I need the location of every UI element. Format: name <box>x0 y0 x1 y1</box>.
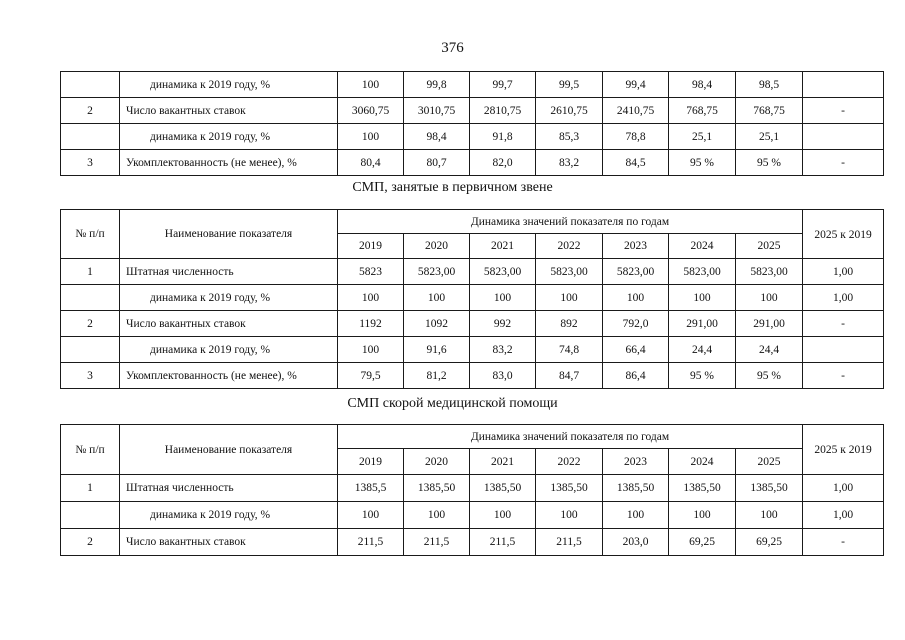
section-title-primary: СМП, занятые в первичном звене <box>352 180 553 195</box>
header-name: Наименование показателя <box>120 210 338 259</box>
value-cell: 892 <box>536 311 603 337</box>
value-cell: 95 % <box>736 150 803 176</box>
value-cell: 100 <box>603 285 669 311</box>
value-cell: 2810,75 <box>470 98 536 124</box>
row-number <box>61 124 120 150</box>
value-cell: 25,1 <box>669 124 736 150</box>
row-number: 1 <box>61 259 120 285</box>
value-cell: 1385,50 <box>603 475 669 502</box>
header-year: 2021 <box>470 234 536 259</box>
value-cell: 66,4 <box>603 337 669 363</box>
value-cell: 25,1 <box>736 124 803 150</box>
value-cell: 100 <box>470 502 536 529</box>
header-dynamics: Динамика значений показателя по годам <box>338 210 803 234</box>
page-number: 376 <box>441 40 464 56</box>
value-cell: 82,0 <box>470 150 536 176</box>
value-cell: 768,75 <box>669 98 736 124</box>
table-primary-care <box>60 209 884 389</box>
value-cell: 98,4 <box>669 72 736 98</box>
ratio-cell <box>803 337 884 363</box>
value-cell: 100 <box>338 285 404 311</box>
ratio-cell: 1,00 <box>803 502 884 529</box>
value-cell: 1385,50 <box>669 475 736 502</box>
value-cell: 78,8 <box>603 124 669 150</box>
value-cell: 1385,50 <box>470 475 536 502</box>
value-cell: 5823,00 <box>603 259 669 285</box>
value-cell: 5823,00 <box>470 259 536 285</box>
value-cell: 2610,75 <box>536 98 603 124</box>
value-cell: 5823,00 <box>669 259 736 285</box>
indicator-name: динамика к 2019 году, % <box>120 502 338 529</box>
indicator-name: Укомплектованность (не менее), % <box>120 363 338 389</box>
value-cell: 91,8 <box>470 124 536 150</box>
table-row <box>61 72 884 98</box>
header-year: 2025 <box>736 449 803 475</box>
value-cell: 100 <box>536 285 603 311</box>
header-year: 2024 <box>669 449 736 475</box>
value-cell: 100 <box>536 502 603 529</box>
value-cell: 95 % <box>736 363 803 389</box>
table-row <box>61 124 884 150</box>
value-cell: 24,4 <box>669 337 736 363</box>
table-row <box>61 529 884 556</box>
table-row <box>61 98 884 124</box>
table-row <box>61 475 884 502</box>
ratio-cell: 1,00 <box>803 259 884 285</box>
value-cell: 211,5 <box>536 529 603 556</box>
value-cell: 1385,50 <box>536 475 603 502</box>
value-cell: 768,75 <box>736 98 803 124</box>
value-cell: 85,3 <box>536 124 603 150</box>
indicator-name: Число вакантных ставок <box>120 98 338 124</box>
value-cell: 203,0 <box>603 529 669 556</box>
value-cell: 99,5 <box>536 72 603 98</box>
header-year: 2022 <box>536 234 603 259</box>
header-year: 2025 <box>736 234 803 259</box>
header-year: 2023 <box>603 234 669 259</box>
value-cell: 100 <box>404 285 470 311</box>
table-row <box>61 285 884 311</box>
value-cell: 100 <box>736 285 803 311</box>
header-year: 2024 <box>669 234 736 259</box>
row-number <box>61 337 120 363</box>
value-cell: 1192 <box>338 311 404 337</box>
ratio-cell <box>803 72 884 98</box>
table-row <box>61 150 884 176</box>
row-number: 2 <box>61 311 120 337</box>
header-name: Наименование показателя <box>120 425 338 475</box>
row-number: 2 <box>61 98 120 124</box>
header-dynamics: Динамика значений показателя по годам <box>338 425 803 449</box>
value-cell: 100 <box>338 337 404 363</box>
value-cell: 86,4 <box>603 363 669 389</box>
header-num: № п/п <box>61 210 120 259</box>
indicator-name: Укомплектованность (не менее), % <box>120 150 338 176</box>
ratio-cell: - <box>803 363 884 389</box>
value-cell: 211,5 <box>404 529 470 556</box>
value-cell: 1385,50 <box>404 475 470 502</box>
value-cell: 3060,75 <box>338 98 404 124</box>
indicator-name: динамика к 2019 году, % <box>120 337 338 363</box>
value-cell: 3010,75 <box>404 98 470 124</box>
indicator-name: динамика к 2019 году, % <box>120 124 338 150</box>
value-cell: 80,4 <box>338 150 404 176</box>
value-cell: 98,5 <box>736 72 803 98</box>
value-cell: 291,00 <box>736 311 803 337</box>
value-cell: 291,00 <box>669 311 736 337</box>
value-cell: 1092 <box>404 311 470 337</box>
table-continued <box>60 71 884 176</box>
value-cell: 100 <box>404 502 470 529</box>
value-cell: 95 % <box>669 363 736 389</box>
header-year: 2019 <box>338 234 404 259</box>
header-year: 2019 <box>338 449 404 475</box>
indicator-name: Штатная численность <box>120 475 338 502</box>
header-year: 2020 <box>404 234 470 259</box>
header-num: № п/п <box>61 425 120 475</box>
header-ratio-text: 2025 к 2019 <box>814 444 872 456</box>
header-year: 2021 <box>470 449 536 475</box>
value-cell: 91,6 <box>404 337 470 363</box>
header-ratio-text: 2025 к 2019 <box>814 228 872 241</box>
ratio-cell: - <box>803 150 884 176</box>
header-year: 2023 <box>603 449 669 475</box>
ratio-cell: - <box>803 98 884 124</box>
value-cell: 81,2 <box>404 363 470 389</box>
table-ambulance-body <box>61 475 884 556</box>
value-cell: 99,4 <box>603 72 669 98</box>
section-title-ambulance: СМП скорой медицинской помощи <box>347 396 558 411</box>
table-ambulance <box>60 424 884 556</box>
indicator-name: Штатная численность <box>120 259 338 285</box>
value-cell: 69,25 <box>736 529 803 556</box>
table-primary-care-body <box>61 259 884 389</box>
value-cell: 99,8 <box>404 72 470 98</box>
value-cell: 5823,00 <box>536 259 603 285</box>
table-row <box>61 337 884 363</box>
value-cell: 100 <box>736 502 803 529</box>
value-cell: 98,4 <box>404 124 470 150</box>
value-cell: 5823,00 <box>404 259 470 285</box>
row-number <box>61 285 120 311</box>
ratio-cell <box>803 124 884 150</box>
value-cell: 74,8 <box>536 337 603 363</box>
value-cell: 992 <box>470 311 536 337</box>
value-cell: 84,7 <box>536 363 603 389</box>
value-cell: 84,5 <box>603 150 669 176</box>
value-cell: 100 <box>338 502 404 529</box>
ratio-cell: 1,00 <box>803 285 884 311</box>
value-cell: 80,7 <box>404 150 470 176</box>
value-cell: 100 <box>669 502 736 529</box>
value-cell: 100 <box>603 502 669 529</box>
ratio-cell: 1,00 <box>803 475 884 502</box>
header-year: 2022 <box>536 449 603 475</box>
table-row <box>61 259 884 285</box>
value-cell: 5823,00 <box>736 259 803 285</box>
value-cell: 211,5 <box>338 529 404 556</box>
indicator-name: динамика к 2019 году, % <box>120 72 338 98</box>
indicator-name: динамика к 2019 году, % <box>120 285 338 311</box>
indicator-name: Число вакантных ставок <box>120 529 338 556</box>
header-year: 2020 <box>404 449 470 475</box>
table-row <box>61 363 884 389</box>
value-cell: 83,2 <box>536 150 603 176</box>
table-row <box>61 502 884 529</box>
row-number: 2 <box>61 529 120 556</box>
value-cell: 100 <box>338 72 404 98</box>
value-cell: 100 <box>338 124 404 150</box>
header-ratio <box>803 425 884 475</box>
value-cell: 24,4 <box>736 337 803 363</box>
row-number <box>61 502 120 529</box>
row-number: 3 <box>61 150 120 176</box>
value-cell: 99,7 <box>470 72 536 98</box>
table-continued-body <box>61 72 884 176</box>
value-cell: 95 % <box>669 150 736 176</box>
row-number: 3 <box>61 363 120 389</box>
value-cell: 1385,50 <box>736 475 803 502</box>
value-cell: 83,0 <box>470 363 536 389</box>
value-cell: 100 <box>669 285 736 311</box>
header-ratio <box>803 210 884 259</box>
row-number <box>61 72 120 98</box>
value-cell: 1385,5 <box>338 475 404 502</box>
table-row <box>61 311 884 337</box>
indicator-name: Число вакантных ставок <box>120 311 338 337</box>
value-cell: 5823 <box>338 259 404 285</box>
value-cell: 100 <box>470 285 536 311</box>
ratio-cell: - <box>803 311 884 337</box>
ratio-cell: - <box>803 529 884 556</box>
value-cell: 83,2 <box>470 337 536 363</box>
value-cell: 69,25 <box>669 529 736 556</box>
value-cell: 211,5 <box>470 529 536 556</box>
value-cell: 792,0 <box>603 311 669 337</box>
value-cell: 79,5 <box>338 363 404 389</box>
row-number: 1 <box>61 475 120 502</box>
value-cell: 2410,75 <box>603 98 669 124</box>
